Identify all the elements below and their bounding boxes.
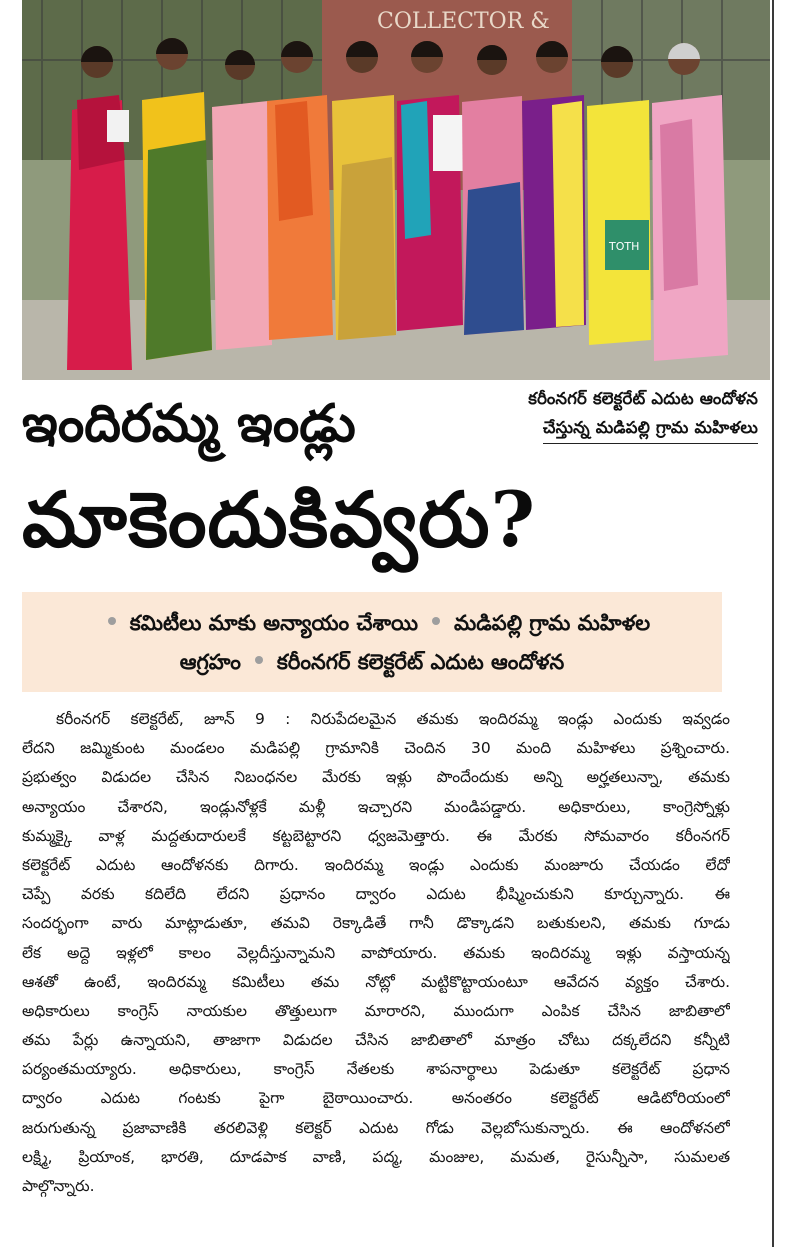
news-photo: [22, 0, 770, 380]
article-line: జరుగుతున్న ప్రజావాణికి తరలివెళ్లి కలెక్టర్ ఎదుట గోడు వెల్లబోసుకున్నారు. ఈ ఆందోళనలో: [22, 1118, 730, 1137]
highlights-row-2: [22, 645, 722, 679]
highlights-box: [22, 592, 722, 692]
article-line: లక్ష్మి, ప్రియాంక, భారతి, దూడపాక వాణి, పద్మ, మంజుల, మమత, రైసున్నీసా, సుమలత: [22, 1147, 730, 1166]
headline-line-1: ఇందిరమ్మ ఇండ్లు: [22, 393, 356, 454]
banner-text: COLLECTOR &: [377, 9, 550, 34]
bag-text: TOTH: [609, 240, 640, 253]
highlight-item: మడిపల్లి గ్రామ మహిళల: [454, 611, 651, 635]
article-line: లేక అద్దె ఇళ్లలో కాలం వెల్లదీస్తున్నామని వాపోయారు. తమకు ఇందిరమ్మ ఇళ్లు వస్తాయన్న: [22, 943, 730, 962]
article-line: ద్వారం ఎదుట గంటకు పైగా బైఠాయించారు. అనంతరం కలెక్టరేట్ ఆడిటోరియంలో: [22, 1089, 730, 1108]
article-line: కుమ్మక్కై వాళ్ల మద్దతుదారులకే కట్టబెట్టారని ధ్వజమెత్తారు. ఈ మేరకు సోమవారం కరీంనగర్: [22, 826, 730, 845]
column-rule: [772, 0, 774, 1247]
article-line: అన్యాయం చేశారని, ఇండ్లునోళ్లకే మళ్లీ ఇచ్చారని మండిపడ్డారు. అధికారులు, కాంగ్రెస్నోళ్లు: [22, 797, 730, 816]
article-line: ప్రభుత్వం విడుదల చేసిన నిబంధనల మేరకు ఇళ్లు పొందేందుకు అన్ని అర్హతలున్నా, తమకు: [22, 768, 730, 787]
highlight-item: కమిటీలు మాకు అన్యాయం చేశాయి: [129, 611, 418, 635]
article-line: లేదని జమ్మికుంట మండలం మడిపల్లి గ్రామానికి చెందిన 30 మంది మహిళలు ప్రశ్నించారు.: [22, 739, 730, 758]
highlight-item: కరీంనగర్ కలెక్టరేట్ ఎదుట ఆందోళన: [276, 650, 565, 674]
article-line: చెప్పే వరకు కదిలేది లేదని ప్రధానం ద్వారం ఎదుట భీష్మించుకుని కూర్చున్నారు. ఈ: [22, 885, 730, 904]
article-line: పర్యంతమయ్యారు. అధికారులు, కాంగ్రెస్ నేతలకు శాపనార్థాలు పెడుతూ కలెక్టరేట్ ప్రధాన: [22, 1060, 730, 1079]
article-line: అధికారులు కాంగ్రెస్ నాయకుల తొత్తులుగా మారారని, ముందుగా ఎంపిక చేసిన జాబితాలో: [22, 1001, 730, 1020]
photo-caption: [418, 384, 758, 444]
caption-line-1: కరీంనగర్ కలెక్టరేట్ ఎదుట ఆందోళన: [528, 389, 758, 408]
bullet-icon: [432, 617, 440, 625]
bullet-icon: [108, 617, 116, 625]
article-line: కలెక్టరేట్ ఎదుట ఆందోళనకు దిగారు. ఇందిరమ్మ ఇండ్లు ఎందుకు మంజూరు చేయడం లేదో: [22, 855, 730, 874]
article-line: తమ పేర్లు ఉన్నాయని, తాజాగా విడుదల చేసిన జాబితాలో మాత్రం చోటు దక్కలేదని కన్నీటి: [22, 1031, 730, 1050]
caption-line-2: చేస్తున్న మడిపల్లి గ్రామ మహిళలు: [543, 413, 758, 444]
article-line: కరీంనగర్ కలెక్టరేట్, జూన్ 9 : నిరుపేదలమైన తమకు ఇందిరమ్మ ఇండ్లు ఎందుకు ఇవ్వడం: [56, 710, 730, 728]
highlights-row-1: [22, 606, 722, 640]
article-line: ఆశతో ఉంటే, ఇందిరమ్మ కమిటీలు తమ నోట్లో మట్టికొట్టాయంటూ ఆవేదన వ్యక్తం చేశారు.: [22, 972, 730, 991]
headline-line-2: మాకెందుకివ్వరు?: [22, 475, 537, 564]
article-line: పాల్గొన్నారు.: [22, 1177, 95, 1195]
highlight-item: ఆగ్రహం: [179, 650, 241, 674]
bullet-icon: [255, 656, 263, 664]
article-line: సందర్భంగా వారు మాట్లాడుతూ, తమవి రెక్కాడితే గానీ డొక్కాడని బతుకులని, తమకు గూడు: [22, 914, 730, 933]
article-body: [22, 705, 730, 1201]
